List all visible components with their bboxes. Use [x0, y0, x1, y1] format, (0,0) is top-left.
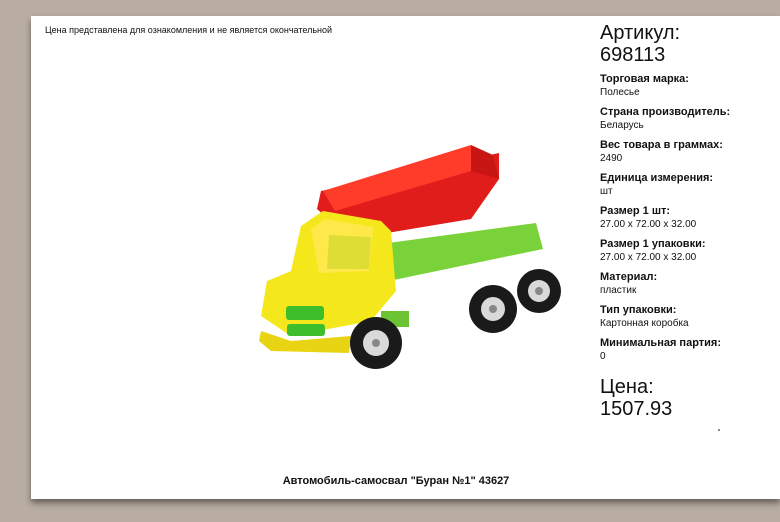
product-sheet	[31, 16, 780, 499]
rear-wheel-1	[469, 285, 517, 333]
marker-dot	[718, 429, 720, 431]
price-disclaimer: Цена представлена для ознакомления и не является окончательной	[45, 25, 333, 35]
spec-unit: Единица измерения: шт	[600, 172, 714, 197]
cabin-glass	[327, 235, 371, 269]
spec-min-order: Минимальная партия: 0	[600, 337, 721, 362]
article-label: Артикул:	[600, 22, 681, 44]
spec-package-type: Тип упаковки: Картонная коробка	[600, 304, 689, 329]
spec-brand: Торговая марка: Полесье	[600, 73, 689, 98]
grille-lower	[287, 324, 325, 336]
article-value: 698113	[600, 44, 666, 66]
price-label: Цена:	[600, 376, 654, 398]
price-value: 1507.93	[600, 398, 673, 420]
spec-weight: Вес товара в граммах: 2490	[600, 139, 723, 164]
spec-package-size: Размер 1 упаковки: 27.00 x 72.00 x 32.00	[600, 238, 706, 263]
product-title: Автомобиль-самосвал "Буран №1" 43627	[282, 475, 510, 487]
spec-material: Материал: пластик	[600, 271, 658, 296]
spec-item-size: Размер 1 шт: 27.00 x 72.00 x 32.00	[600, 205, 697, 230]
product-image	[231, 131, 571, 391]
front-wheel	[350, 317, 402, 369]
grille	[286, 306, 324, 320]
rear-wheel-2	[517, 269, 561, 313]
spec-panel	[600, 22, 778, 420]
spec-country: Страна производитель: Беларусь	[600, 106, 731, 131]
